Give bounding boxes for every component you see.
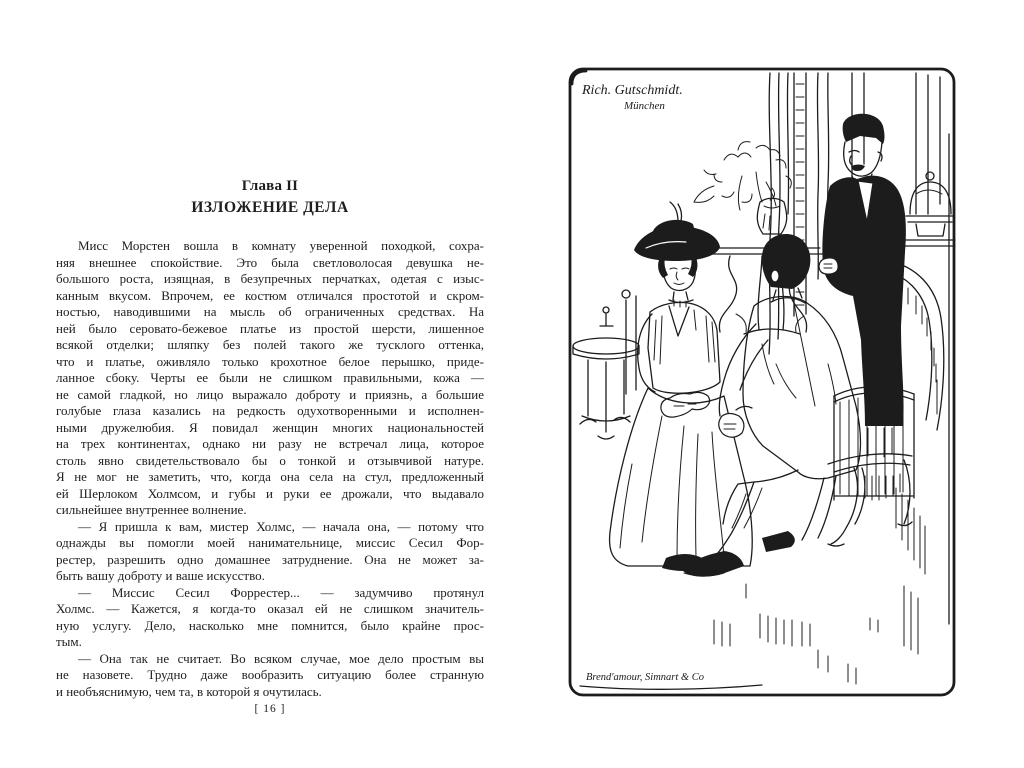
text-line: — Она так не считает. Во всяком случае, мое дело простым вы (78, 650, 484, 666)
text-line: рестер, разрешить одно домашнее затруднение. Она не может за- (56, 551, 484, 567)
text-line: — Я пришла к вам, мистер Холмс, — начала она, — потому что (78, 518, 484, 534)
text-line: что и платье, оживляло только крохотное белое перышко, приде- (56, 353, 484, 369)
floor-shading-sketch (714, 488, 925, 684)
side-table-sketch (573, 307, 639, 439)
chapter-title: ИЗЛОЖЕНИЕ ДЕЛА (191, 199, 349, 216)
text-line: няя внешнее спокойствие. Это была светловолосая девушка не- (56, 254, 484, 270)
text-line: быть вашу доброту и ваше искусство. (56, 568, 265, 583)
text-line: и необъяснимую, чем та, в которой я очутилась. (56, 683, 322, 699)
text-line: тым. (56, 634, 82, 649)
text-line: Я не мог не заметить, что, когда она села на стул, предложенный (56, 469, 484, 484)
bench-sketch (828, 454, 912, 546)
text-line: не самой гладкой, но лицо выражало доброту и приязнь, а большие (56, 386, 484, 402)
text-line: Мисс Морстен вошла в комнату уверенной походкой, сохра- (78, 238, 484, 253)
text-line: не назовете. Трудно даже вообразить ситуацию более странную (56, 667, 484, 682)
paragraph (56, 651, 484, 701)
text-line: голубые глаза казались на редкость одухотворенными и исполнен- (56, 403, 484, 418)
text-line: ную услугу. Дело, насколько мне помнится, было крайне прос- (56, 617, 484, 633)
text-line: столь явно свидетельствовало бы о тонкой и отзывчивой натуре. (56, 452, 484, 468)
text-line: ланное сбоку. Черты ее были не слишком правильными, кожа — (56, 370, 484, 385)
illustration (566, 64, 958, 704)
text-line: — Миссис Сесил Форрестер... — задумчиво протянул (78, 584, 484, 600)
text-line: на трех континентах, однако ни разу не встречал лица, которое (56, 436, 484, 451)
standing-man-sketch (819, 114, 906, 458)
artist-signature-city: München (624, 100, 665, 112)
engraver-caption: Brend'amour, Simnart & Co (586, 672, 704, 683)
text-line: ностью, наводившими на мысль об ограниченных средствах. На (56, 304, 484, 319)
text-line: ней было серовато-бежевое платье из простой шерсти, лишенное (56, 320, 484, 336)
paragraph (56, 585, 484, 651)
text-line: Холмс. — Кажется, я когда-то оказал ей не слишком значитель- (56, 601, 484, 616)
body-text (56, 238, 484, 700)
text-line: сильнейшее внутреннее волнение. (56, 502, 247, 517)
paragraph (56, 238, 484, 519)
paragraph (56, 519, 484, 585)
chapter-label: Глава II (241, 178, 299, 194)
text-line: большого роста, изящная, в безупречных перчатках, одетая с изыс- (56, 271, 484, 286)
seated-woman-sketch (610, 202, 753, 571)
text-line: канным вкусом. Впрочем, ее костюм отличался простотой и скром- (56, 287, 484, 303)
right-page (566, 64, 958, 709)
page-number: [ 16 ] (254, 703, 286, 715)
text-line: однажды вы помогли моей нанимательнице, миссис Сесил Фор- (56, 535, 484, 550)
artist-signature: Rich. Gutschmidt. (582, 83, 683, 98)
text-line: всякой отделки; шляпку без полей такого же тусклого оттенка, (56, 337, 484, 352)
text-line: ей Шерлоком Холмсом, и губы и руки ее дрожали, что выдавало (56, 485, 484, 501)
text-line: ными дружелюбия. Я повидал женщин многих национальностей (56, 419, 484, 435)
left-page (56, 177, 484, 700)
